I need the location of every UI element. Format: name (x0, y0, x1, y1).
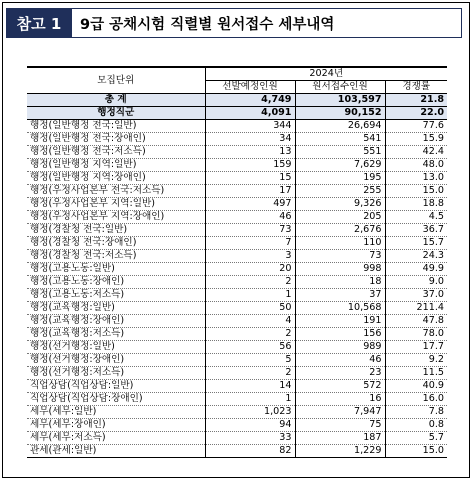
row-applicants: 9,326 (295, 198, 385, 211)
table-body (27, 94, 447, 458)
row-planned: 82 (205, 445, 295, 458)
table-row (27, 224, 447, 237)
row-unit-name: 행정(일반행정 전국:일반) (27, 120, 205, 133)
row-applicants: 46 (295, 354, 385, 367)
table-row (27, 159, 447, 172)
row-rate: 11.5 (385, 367, 447, 380)
row-applicants: 1,229 (295, 445, 385, 458)
table-row (27, 393, 447, 406)
total-applicants: 103,597 (295, 94, 385, 107)
row-rate: 7.8 (385, 406, 447, 419)
row-applicants: 989 (295, 341, 385, 354)
row-planned: 2 (205, 367, 295, 380)
row-unit-name: 행정(고용노동:일반) (27, 263, 205, 276)
row-unit-name: 행정(일반행정 전국:저소득) (27, 146, 205, 159)
row-applicants: 255 (295, 185, 385, 198)
table-row (27, 432, 447, 445)
row-applicants: 10,568 (295, 302, 385, 315)
row-planned: 46 (205, 211, 295, 224)
table-row (27, 276, 447, 289)
table-row (27, 237, 447, 250)
row-applicants: 191 (295, 315, 385, 328)
row-rate: 4.5 (385, 211, 447, 224)
group-rate: 22.0 (385, 107, 447, 120)
applicants-table (27, 66, 447, 458)
row-rate: 47.8 (385, 315, 447, 328)
row-rate: 49.9 (385, 263, 447, 276)
row-planned: 50 (205, 302, 295, 315)
table-row (27, 146, 447, 159)
row-planned: 73 (205, 224, 295, 237)
row-applicants: 205 (295, 211, 385, 224)
row-planned: 15 (205, 172, 295, 185)
header-applicants: 원서접수인원 (295, 81, 385, 94)
table-row (27, 367, 447, 380)
row-unit-name: 세무(세무:일반) (27, 406, 205, 419)
table-row (27, 289, 447, 302)
group-planned: 4,091 (205, 107, 295, 120)
row-rate: 77.6 (385, 120, 447, 133)
row-unit-name: 행정(경찰청 전국:저소득) (27, 250, 205, 263)
table-row (27, 250, 447, 263)
total-row (27, 94, 447, 107)
row-rate: 16.0 (385, 393, 447, 406)
table-row (27, 302, 447, 315)
row-unit-name: 행정(일반행정 전국:장애인) (27, 133, 205, 146)
row-applicants: 26,694 (295, 120, 385, 133)
row-applicants: 110 (295, 237, 385, 250)
row-rate: 15.0 (385, 445, 447, 458)
table-row (27, 315, 447, 328)
row-unit-name: 행정(선거행정:장애인) (27, 354, 205, 367)
row-planned: 497 (205, 198, 295, 211)
row-planned: 1 (205, 289, 295, 302)
table-row (27, 185, 447, 198)
row-planned: 2 (205, 276, 295, 289)
row-unit-name: 세무(세무:저소득) (27, 432, 205, 445)
row-unit-name: 행정(일반행정 지역:일반) (27, 159, 205, 172)
row-planned: 1 (205, 393, 295, 406)
row-unit-name: 행정(선거행정:일반) (27, 341, 205, 354)
row-planned: 17 (205, 185, 295, 198)
header-planned: 선발예정인원 (205, 81, 295, 94)
row-unit-name: 행정(일반행정 지역:장애인) (27, 172, 205, 185)
row-rate: 36.7 (385, 224, 447, 237)
table-row (27, 406, 447, 419)
row-applicants: 195 (295, 172, 385, 185)
row-unit-name: 행정(경찰청 전국:장애인) (27, 237, 205, 250)
row-rate: 37.0 (385, 289, 447, 302)
row-unit-name: 행정(교육행정:일반) (27, 302, 205, 315)
row-applicants: 156 (295, 328, 385, 341)
row-unit-name: 행정(고용노동:장애인) (27, 276, 205, 289)
row-planned: 94 (205, 419, 295, 432)
row-unit-name: 행정(우정사업본부 지역:일반) (27, 198, 205, 211)
row-planned: 56 (205, 341, 295, 354)
row-applicants: 551 (295, 146, 385, 159)
row-planned: 1,023 (205, 406, 295, 419)
row-applicants: 18 (295, 276, 385, 289)
row-rate: 9.2 (385, 354, 447, 367)
row-rate: 42.4 (385, 146, 447, 159)
row-planned: 5 (205, 354, 295, 367)
row-rate: 5.7 (385, 432, 447, 445)
table-row (27, 263, 447, 276)
group-row (27, 107, 447, 120)
row-rate: 40.9 (385, 380, 447, 393)
table-row (27, 354, 447, 367)
row-planned: 2 (205, 328, 295, 341)
table-row (27, 380, 447, 393)
title-bar (6, 8, 462, 38)
row-planned: 3 (205, 250, 295, 263)
row-planned: 344 (205, 120, 295, 133)
header-year: 2024년 (205, 67, 447, 81)
row-applicants: 2,676 (295, 224, 385, 237)
row-applicants: 998 (295, 263, 385, 276)
row-planned: 33 (205, 432, 295, 445)
row-rate: 15.0 (385, 185, 447, 198)
row-applicants: 23 (295, 367, 385, 380)
row-rate: 15.7 (385, 237, 447, 250)
row-rate: 211.4 (385, 302, 447, 315)
row-rate: 17.7 (385, 341, 447, 354)
row-applicants: 187 (295, 432, 385, 445)
table-row (27, 120, 447, 133)
table-row (27, 172, 447, 185)
row-planned: 7 (205, 237, 295, 250)
document-title: 9급 공채시험 직렬별 원서접수 세부내역 (72, 8, 462, 38)
group-applicants: 90,152 (295, 107, 385, 120)
row-planned: 159 (205, 159, 295, 172)
table-row (27, 133, 447, 146)
total-planned: 4,749 (205, 94, 295, 107)
row-applicants: 16 (295, 393, 385, 406)
row-rate: 18.8 (385, 198, 447, 211)
row-unit-name: 행정(우정사업본부 지역:장애인) (27, 211, 205, 224)
row-unit-name: 행정(경찰청 전국:일반) (27, 224, 205, 237)
row-unit-name: 행정(고용노동:저소득) (27, 289, 205, 302)
row-unit-name: 행정(선거행정:저소득) (27, 367, 205, 380)
row-unit-name: 직업상담(직업상담:장애인) (27, 393, 205, 406)
row-applicants: 37 (295, 289, 385, 302)
row-planned: 34 (205, 133, 295, 146)
row-rate: 78.0 (385, 328, 447, 341)
row-applicants: 541 (295, 133, 385, 146)
table-row (27, 211, 447, 224)
row-planned: 14 (205, 380, 295, 393)
row-applicants: 7,947 (295, 406, 385, 419)
header-rate: 경쟁률 (385, 81, 447, 94)
header-unit: 모집단위 (27, 67, 205, 94)
row-applicants: 7,629 (295, 159, 385, 172)
row-applicants: 73 (295, 250, 385, 263)
table-row (27, 328, 447, 341)
row-unit-name: 행정(우정사업본부 전국:저소득) (27, 185, 205, 198)
total-label: 총 계 (27, 94, 205, 107)
row-rate: 48.0 (385, 159, 447, 172)
row-rate: 9.0 (385, 276, 447, 289)
reference-badge: 참고 1 (6, 8, 72, 38)
row-rate: 13.0 (385, 172, 447, 185)
table-row (27, 445, 447, 458)
row-planned: 4 (205, 315, 295, 328)
row-rate: 0.8 (385, 419, 447, 432)
row-unit-name: 행정(교육행정:저소득) (27, 328, 205, 341)
row-applicants: 572 (295, 380, 385, 393)
table-row (27, 198, 447, 211)
row-rate: 15.9 (385, 133, 447, 146)
row-applicants: 75 (295, 419, 385, 432)
row-planned: 13 (205, 146, 295, 159)
row-planned: 20 (205, 263, 295, 276)
row-unit-name: 직업상담(직업상담:일반) (27, 380, 205, 393)
row-unit-name: 세무(세무:장애인) (27, 419, 205, 432)
row-rate: 24.3 (385, 250, 447, 263)
row-unit-name: 관세(관세:일반) (27, 445, 205, 458)
table-row (27, 419, 447, 432)
table-row (27, 341, 447, 354)
total-rate: 21.8 (385, 94, 447, 107)
group-label: 행정직군 (27, 107, 205, 120)
row-unit-name: 행정(교육행정:장애인) (27, 315, 205, 328)
